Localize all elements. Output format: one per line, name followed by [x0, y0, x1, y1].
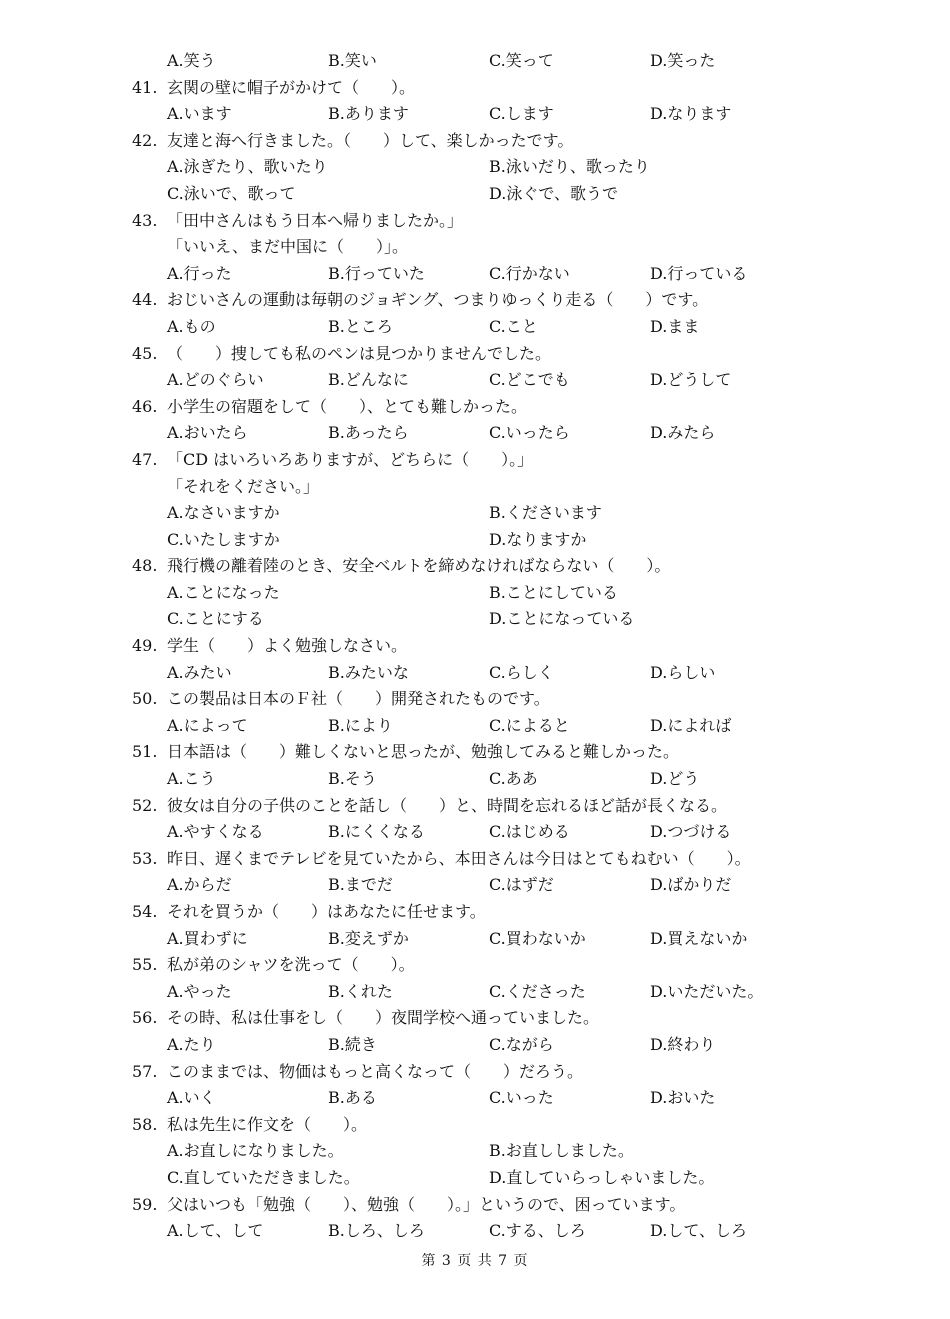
question-line	[0, 633, 950, 660]
options-row	[0, 926, 950, 953]
question-text: 「それをください。」	[167, 476, 320, 496]
option-c: C.ながら	[489, 1034, 554, 1054]
question-text: 玄関の壁に帽子がかけて（ ）。	[167, 77, 416, 97]
option-c: C.どこでも	[489, 370, 570, 390]
option-left: C.直していただきました。	[167, 1167, 360, 1187]
question-number: 51.	[132, 742, 158, 762]
option-c: C.ああ	[489, 769, 538, 789]
option-c: C.笑って	[489, 51, 554, 70]
option-a: A.して、して	[167, 1221, 264, 1241]
option-b: B.そう	[328, 769, 377, 789]
option-c: C.らしく	[489, 662, 554, 682]
option-b: B.あったら	[328, 423, 409, 443]
question-line	[0, 952, 950, 979]
option-d: D.なります	[650, 104, 732, 124]
page-footer: 第 3 页 共 7 页	[421, 1253, 529, 1269]
question-text: おじいさんの運動は毎朝のジョギング、つまりゆっくり走る（ ）です。	[167, 290, 709, 310]
option-left: A.ことになった	[167, 582, 280, 602]
question-number: 59.	[132, 1194, 158, 1214]
question-text: 「田中さんはもう日本へ帰りましたか。」	[167, 210, 464, 230]
option-c: C.はずだ	[489, 875, 554, 895]
option-c: C.買わないか	[489, 928, 586, 948]
option-a: A.からだ	[167, 875, 232, 895]
option-c: C.する、しろ	[489, 1221, 586, 1241]
option-a: A.みたい	[167, 662, 232, 682]
option-b: B.にくくなる	[328, 822, 425, 842]
question-text: 私は先生に作文を（ ）。	[167, 1114, 368, 1134]
options-row	[0, 819, 950, 846]
question-line	[0, 1005, 950, 1032]
option-right: B.くださいます	[489, 503, 602, 523]
option-c: C.いったら	[489, 423, 570, 443]
option-a: A.たり	[167, 1034, 216, 1054]
question-text: 私が弟のシャツを洗って（ ）。	[167, 955, 415, 975]
option-right: D.泳ぐで、歌うで	[489, 183, 619, 203]
options-row	[0, 979, 950, 1006]
option-b: B.行っていた	[328, 263, 425, 283]
question-line	[0, 75, 950, 102]
options-row	[0, 527, 950, 554]
option-d: D.どう	[650, 769, 700, 789]
option-d: D.みたら	[650, 423, 716, 443]
options-row	[0, 367, 950, 394]
option-d: D.どうして	[650, 370, 732, 390]
options-row	[0, 660, 950, 687]
question-line	[0, 793, 950, 820]
option-a: A.おいたら	[167, 423, 248, 443]
option-d: D.終わり	[650, 1034, 716, 1054]
option-a: A.によって	[167, 715, 248, 735]
question-number: 56.	[132, 1008, 158, 1028]
options-row	[0, 1218, 950, 1245]
question-line	[0, 1112, 950, 1139]
question-number: 50.	[132, 689, 158, 709]
option-a: A.やった	[167, 981, 232, 1001]
question-line	[0, 128, 950, 155]
option-c: C.します	[489, 104, 554, 124]
question-line	[0, 899, 950, 926]
option-left: C.ことにする	[167, 609, 264, 629]
question-number: 57.	[132, 1061, 158, 1081]
option-b: B.みたいな	[328, 662, 409, 682]
options-row	[0, 154, 950, 181]
option-d: D.笑った	[650, 51, 716, 70]
question-number: 44.	[132, 290, 158, 310]
option-a: A.こう	[167, 769, 216, 789]
question-text: 日本語は（ ）難しくないと思ったが、勉強してみると難しかった。	[167, 742, 680, 762]
options-row	[0, 606, 950, 633]
question-number: 43.	[132, 210, 158, 230]
option-right: B.お直ししました。	[489, 1141, 634, 1161]
question-text: 小学生の宿題をして（ ）、とても難しかった。	[167, 396, 528, 416]
options-row	[0, 314, 950, 341]
question-text: 彼女は自分の子供のことを話し（ ）と、時間を忘れるほど話が長くなる。	[167, 795, 728, 815]
option-right: D.なりますか	[489, 529, 587, 549]
option-left: C.泳いで、歌って	[167, 183, 296, 203]
option-d: D.して、しろ	[650, 1221, 748, 1241]
option-b: B.ある	[328, 1088, 377, 1108]
option-c: C.はじめる	[489, 822, 570, 842]
option-b: B.くれた	[328, 981, 393, 1001]
question-text: 父はいつも「勉強（ ）、勉強（ ）。」というので、困っています。	[167, 1194, 686, 1214]
option-b: B.あります	[328, 104, 409, 124]
question-number: 41.	[132, 77, 158, 97]
question-line	[0, 341, 950, 368]
question-text: このままでは、物価はもっと高くなって（ ）だろう。	[167, 1061, 584, 1081]
question-text: 「CD はいろいろありますが、どちらに（ ）。」	[167, 449, 534, 469]
options-row	[0, 713, 950, 740]
option-d: D.ばかりだ	[650, 875, 732, 895]
option-d: D.いただいた。	[650, 981, 764, 1001]
option-a: A.行った	[167, 263, 232, 283]
option-d: D.買えないか	[650, 928, 748, 948]
question-line	[0, 739, 950, 766]
option-right: D.ことになっている	[489, 609, 635, 629]
question-number: 46.	[132, 396, 158, 416]
option-d: D.行っている	[650, 263, 748, 283]
option-d: D.おいた	[650, 1088, 716, 1108]
option-b: B.までだ	[328, 875, 393, 895]
option-d: D.らしい	[650, 662, 716, 682]
question-text: 昨日、遅くまでテレビを見ていたから、本田さんは今日はとてもねむい（ ）。	[167, 848, 751, 868]
option-a: A.やすくなる	[167, 822, 264, 842]
question-line	[0, 208, 950, 235]
option-a: A.どのぐらい	[167, 370, 264, 390]
options-row	[0, 580, 950, 607]
option-left: A.泳ぎたり、歌いたり	[167, 157, 328, 177]
question-text: （ ）捜しても私のペンは見つかりませんでした。	[167, 343, 552, 363]
question-line	[0, 1059, 950, 1086]
option-left: C.いたしますか	[167, 529, 280, 549]
option-b: B.ところ	[328, 316, 393, 336]
options-row	[0, 872, 950, 899]
question-text: 学生（ ）よく勉強しなさい。	[167, 636, 408, 656]
question-number: 48.	[132, 556, 158, 576]
question-line	[0, 447, 950, 474]
options-row	[0, 1138, 950, 1165]
option-b: B.続き	[328, 1034, 377, 1054]
option-a: A.います	[167, 104, 232, 124]
question-continuation	[0, 234, 950, 261]
question-continuation	[0, 474, 950, 501]
question-line	[0, 553, 950, 580]
option-d: D.つづける	[650, 822, 732, 842]
question-text: その時、私は仕事をし（ ）夜間学校へ通っていました。	[167, 1008, 600, 1028]
options-row	[0, 261, 950, 288]
options-row	[0, 1165, 950, 1192]
option-b: B.どんなに	[328, 370, 409, 390]
option-c: C.行かない	[489, 263, 570, 283]
question-number: 49.	[132, 636, 158, 656]
question-number: 58.	[132, 1114, 158, 1134]
question-text: それを買うか（ ）はあなたに任せます。	[167, 902, 486, 921]
question-text: この製品は日本のＦ社（ ）開発されたものです。	[167, 689, 550, 709]
question-line	[0, 1192, 950, 1219]
option-right: D.直していらっしゃいました。	[489, 1167, 715, 1187]
options-row	[0, 101, 950, 128]
option-b: B.笑い	[328, 51, 377, 70]
option-c: C.によると	[489, 715, 570, 735]
option-right: B.ことにしている	[489, 582, 618, 602]
question-number: 45.	[132, 343, 158, 363]
option-a: A.いく	[167, 1088, 216, 1108]
question-text: 「いいえ、まだ中国に（ ）」。	[167, 237, 408, 257]
question-number: 52.	[132, 795, 158, 815]
option-b: B.により	[328, 715, 393, 735]
option-right: B.泳いだり、歌ったり	[489, 157, 650, 177]
option-b: B.しろ、しろ	[328, 1221, 425, 1241]
option-d: D.まま	[650, 316, 700, 336]
question-number: 47.	[132, 449, 158, 469]
question-number: 53.	[132, 848, 158, 868]
options-row	[0, 420, 950, 447]
options-row	[0, 766, 950, 793]
option-left: A.なさいますか	[167, 503, 280, 523]
question-line	[0, 846, 950, 873]
option-c: C.こと	[489, 316, 538, 336]
question-text: 飛行機の離着陸のとき、安全ベルトを締めなければならない（ ）。	[167, 556, 671, 576]
options-row	[0, 500, 950, 527]
option-c: C.くださった	[489, 981, 586, 1001]
question-line	[0, 686, 950, 713]
options-row	[0, 48, 950, 75]
question-line	[0, 287, 950, 314]
option-left: A.お直しになりました。	[167, 1141, 344, 1161]
option-a: A.笑う	[167, 51, 216, 70]
question-number: 42.	[132, 130, 158, 150]
option-b: B.変えずか	[328, 928, 409, 948]
option-a: A.もの	[167, 316, 216, 336]
option-a: A.買わずに	[167, 928, 248, 948]
options-row	[0, 1032, 950, 1059]
exam-page	[0, 48, 950, 1245]
options-row	[0, 181, 950, 208]
question-line	[0, 394, 950, 421]
option-d: D.によれば	[650, 715, 732, 735]
question-number: 54.	[132, 902, 158, 921]
option-c: C.いった	[489, 1088, 554, 1108]
options-row	[0, 1085, 950, 1112]
question-text: 友達と海へ行きました。（ ）して、楽しかったです。	[167, 130, 574, 150]
question-number: 55.	[132, 955, 158, 975]
